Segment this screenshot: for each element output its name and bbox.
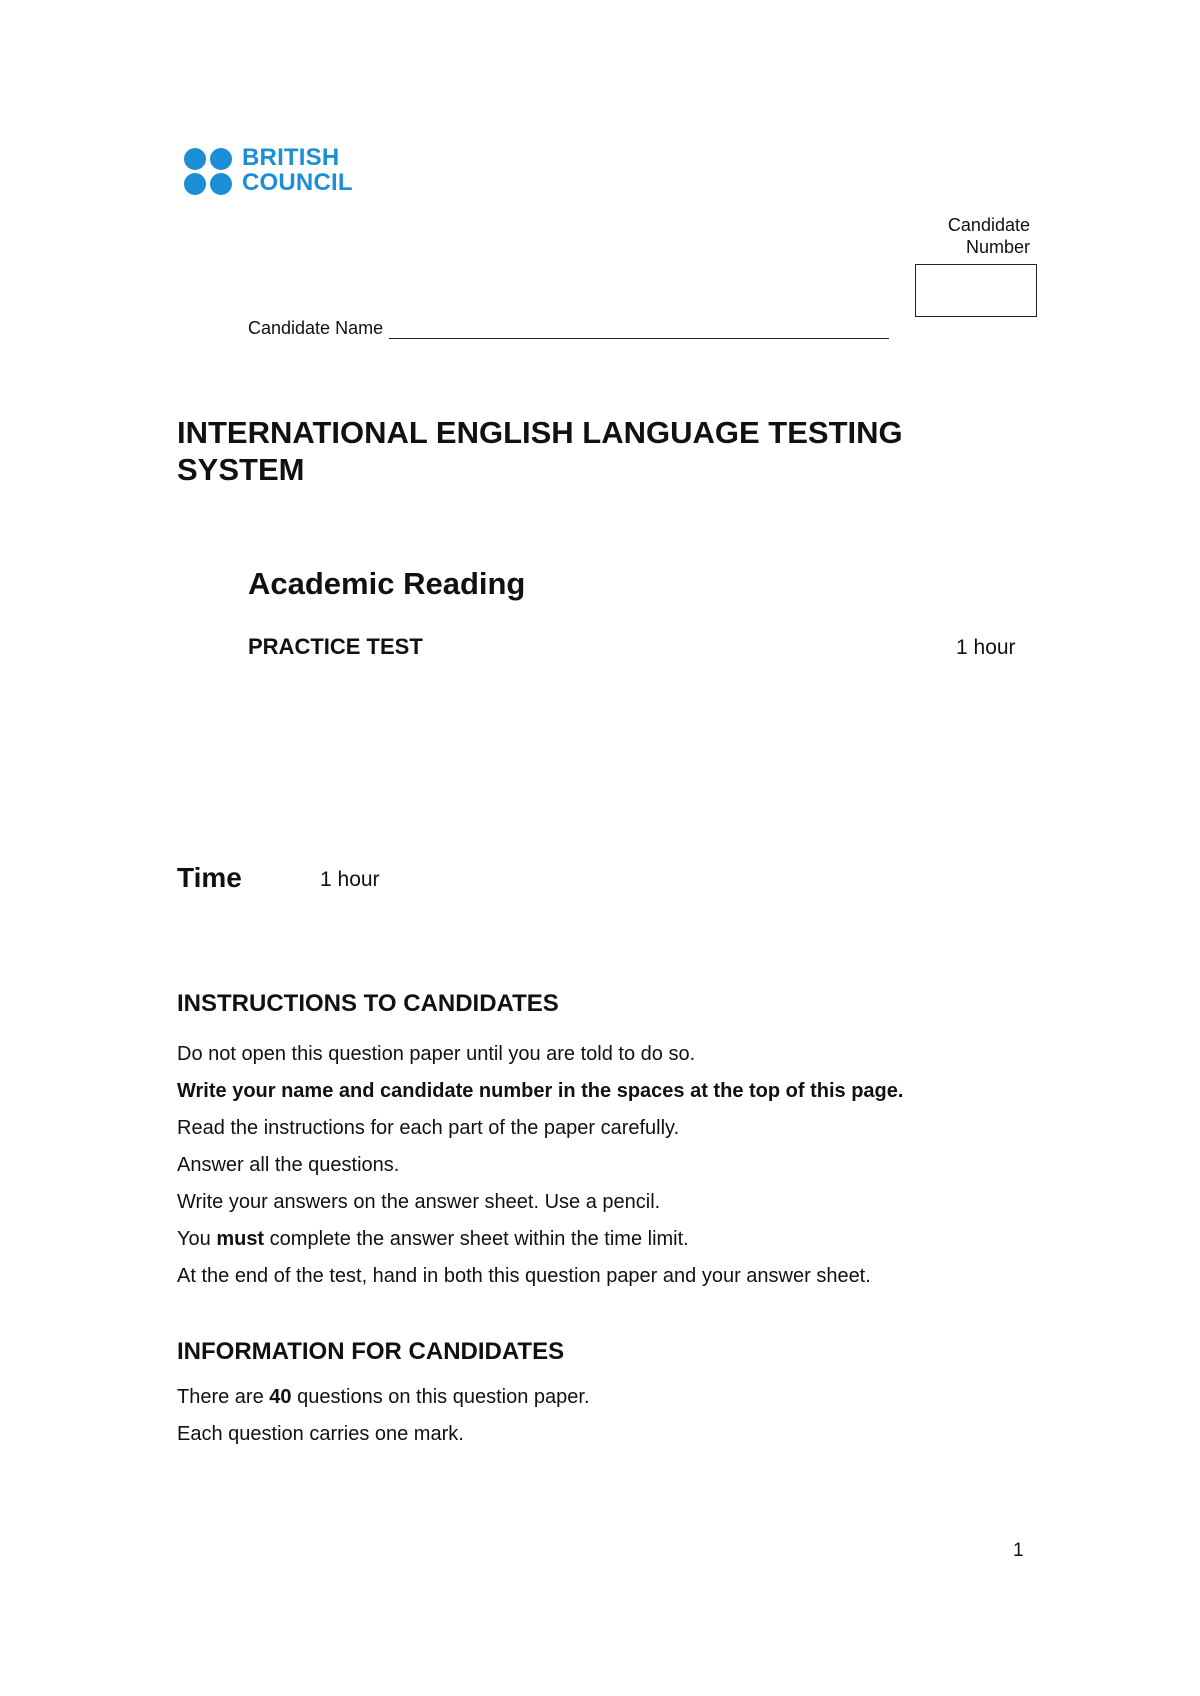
candidate-number-box[interactable] (915, 264, 1037, 317)
information-line (177, 1386, 590, 1409)
subject-heading: Academic Reading (248, 566, 526, 601)
logo-word-british: BRITISH (242, 144, 340, 171)
candidate-name-field[interactable] (389, 320, 889, 339)
instruction-line: At the end of the test, hand in both this question paper and your answer sheet. (177, 1265, 871, 1287)
information-text: There are (177, 1386, 270, 1408)
question-count: 40 (269, 1386, 292, 1408)
instruction-line: Do not open this question paper until you are told to do so. (177, 1043, 696, 1065)
instruction-line: Answer all the questions. (177, 1154, 400, 1176)
instruction-emphasis: must (216, 1228, 265, 1250)
candidate-number-label-line1: Candidate (947, 215, 1030, 235)
information-heading: INFORMATION FOR CANDIDATES (177, 1338, 565, 1365)
logo-dot-icon (210, 148, 232, 170)
information-line: Each question carries one mark. (177, 1423, 464, 1445)
british-council-logo (184, 146, 360, 196)
candidate-name-row (248, 318, 889, 339)
instruction-line: Write your name and candidate number in the spaces at the top of this page. (177, 1080, 904, 1102)
duration-label: 1 hour (956, 636, 1016, 659)
instruction-line (177, 1228, 689, 1251)
instruction-line: Write your answers on the answer sheet. Use a pencil. (177, 1191, 661, 1213)
logo-dot-icon (184, 173, 206, 195)
instructions-heading: INSTRUCTIONS TO CANDIDATES (177, 990, 559, 1017)
instruction-text: You (177, 1228, 217, 1250)
page-number: 1 (1013, 1540, 1024, 1561)
logo-word-council: COUNCIL (242, 169, 353, 196)
page-title: INTERNATIONAL ENGLISH LANGUAGE TESTING SYSTEM (177, 415, 903, 487)
time-value: 1 hour (320, 868, 380, 891)
instruction-text: complete the answer sheet within the time limit. (264, 1228, 689, 1250)
practice-test-label: PRACTICE TEST (248, 634, 423, 659)
candidate-number-label-line2: Number (965, 237, 1030, 257)
time-label: Time (177, 862, 242, 893)
candidate-number-label (870, 214, 1030, 258)
candidate-name-label: Candidate Name (248, 318, 384, 338)
instruction-line: Read the instructions for each part of the paper carefully. (177, 1117, 680, 1139)
information-text: questions on this question paper. (291, 1386, 590, 1408)
logo-dot-icon (210, 173, 232, 195)
logo-dot-icon (184, 148, 206, 170)
